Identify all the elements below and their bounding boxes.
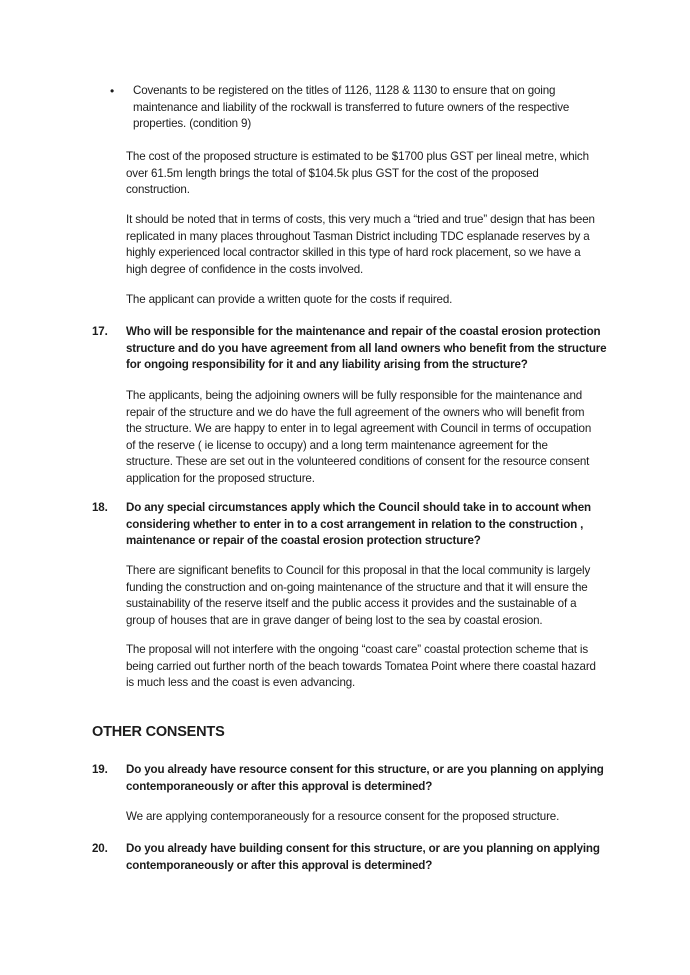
tried-and-true-paragraph: It should be noted that in terms of costs, this very much a “tried and true” design that has been replicated in many places throughout Tasman District including TDC esplanade reserves by a highly experienced local contractor skilled in this type of hard rock placement, so we have a high degree of confidence in the costs involved. xyxy=(126,213,595,276)
question-18-answer-2: The proposal will not interfere with the ongoing “coast care” coastal protection scheme that is being carried out further north of the beach towards Tomatea Point where there coastal hazard is much less and the coast is even advancing. xyxy=(126,643,596,689)
cost-paragraph: The cost of the proposed structure is estimated to be $1700 plus GST per lineal metre, which over 61.5m length brings the total of $104.5k plus GST for the cost of the proposed construction. xyxy=(126,150,589,196)
question-18-text: Do any special circumstances apply which the Council should take in to account when considering whether to enter in to a cost arrangement in relation to the construction , maintenance or repair of the coastal erosion protection structure? xyxy=(126,501,591,547)
question-20-text: Do you already have building consent for this structure, or are you planning on applying contemporaneously or after this approval is determined? xyxy=(126,842,600,872)
question-17-answer: The applicants, being the adjoining owners will be fully responsible for the maintenance and repair of the structure and we do have the full agreement of the owners who will benefit from the structure. We are happy to enter in to legal agreement with Council in terms of occupation of the reserve ( ie license to occupy) and a long term maintenance agreement for the structure. These are set out in the volunteered conditions of consent for the resource consent application for the proposed structure. xyxy=(126,389,592,485)
question-18-number: 18. xyxy=(92,501,108,514)
bullet-icon: • xyxy=(110,84,115,98)
section-heading: OTHER CONSENTS xyxy=(92,724,225,740)
question-17-number: 17. xyxy=(92,325,108,338)
quote-paragraph: The applicant can provide a written quote for the costs if required. xyxy=(126,293,453,306)
question-20-number: 20. xyxy=(92,842,108,855)
question-17-text: Who will be responsible for the maintenance and repair of the coastal erosion protection structure and do you have agreement from all land owners who benefit from the structure for ongoing responsibility for it and any liability arising from the structure? xyxy=(126,325,607,371)
question-19-text: Do you already have resource consent for this structure, or are you planning on applying contemporaneously or after this approval is determined? xyxy=(126,763,604,793)
covenants-bullet: Covenants to be registered on the titles of 1126, 1128 & 1130 to ensure that on going maintenance and liability of the rockwall is transferred to future owners of the respective properties. (condition 9) xyxy=(133,84,570,130)
question-19-number: 19. xyxy=(92,763,108,776)
question-18-answer-1: There are significant benefits to Council for this proposal in that the local community is largely funding the construction and on-going maintenance of the structure and that it will ensure the sustainability of the reserve itself and the public access it provides and the sustainable of a group of houses that are in grave danger of being lost to the sea by coastal erosion. xyxy=(126,564,591,627)
question-19-answer: We are applying contemporaneously for a resource consent for the proposed structure. xyxy=(126,810,560,823)
